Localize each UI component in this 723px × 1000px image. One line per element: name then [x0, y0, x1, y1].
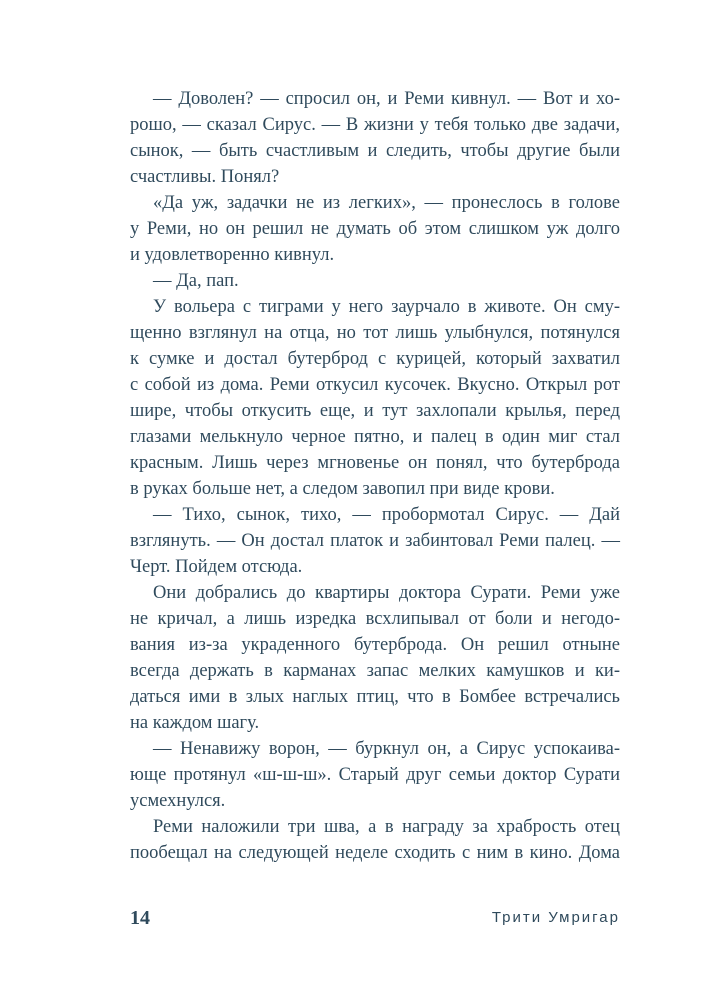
text-line: Реми наложили три шва, а в награду за храбрость отец: [153, 817, 620, 837]
text-line: у Реми, но он решил не думать об этом слишком уж долго: [130, 219, 620, 239]
text-line: даться ими в злых наглых птиц, что в Бомбее встречались: [130, 687, 620, 707]
text-line: взглянуть. — Он достал платок и забинтовал Реми палец. —: [130, 531, 620, 551]
text-line: красным. Лишь через мгновенье он понял, что бутерброда: [130, 453, 620, 473]
text-line: Черт. Пойдем отсюда.: [130, 557, 303, 577]
text-line: щенно взглянул на отца, но тот лишь улыбнулся, потянулся: [130, 323, 620, 343]
text-line: юще протянул «ш-ш-ш». Старый друг семьи доктор Сурати: [130, 765, 620, 785]
text-line: к сумке и достал бутерброд с курицей, который захватил: [130, 349, 620, 369]
text-line: с собой из дома. Реми откусил кусочек. Вкусно. Открыл рот: [130, 375, 620, 395]
text-line: в руках больше нет, а следом завопил при виде крови.: [130, 479, 555, 499]
text-line: — Да, пап.: [153, 271, 239, 291]
text-line: и удовлетворенно кивнул.: [130, 245, 335, 265]
text-line: рошо, — сказал Сирус. — В жизни у тебя только две задачи,: [130, 115, 620, 135]
text-line: на каждом шагу.: [130, 713, 260, 733]
text-line: пообещал на следующей неделе сходить с ним в кино. Дома: [130, 843, 620, 863]
text-line: усмехнулся.: [130, 791, 226, 811]
text-line: сынок, — быть счастливым и следить, чтобы другие были: [130, 141, 620, 161]
page-footer: [130, 905, 620, 931]
text-line: У вольера с тиграми у него заурчало в животе. Он сму-: [153, 297, 620, 317]
text-line: — Ненавижу ворон, — буркнул он, а Сирус успокаива-: [153, 739, 620, 759]
page-body-text: [130, 86, 620, 866]
running-head-author: Трити Умригар: [491, 909, 620, 926]
text-line: — Доволен? — спросил он, и Реми кивнул. — Вот и хо-: [153, 89, 620, 109]
text-line: «Да уж, задачки не из легких», — пронеслось в голове: [153, 193, 620, 213]
text-line: Они добрались до квартиры доктора Сурати. Реми уже: [153, 583, 620, 603]
page-number: 14: [130, 907, 150, 929]
text-line: счастливы. Понял?: [130, 167, 280, 187]
text-line: — Тихо, сынок, тихо, — пробормотал Сирус. — Дай: [153, 505, 620, 525]
text-line: не кричал, а лишь изредка всхлипывал от боли и негодо-: [130, 609, 620, 629]
text-line: вания из-за украденного бутерброда. Он решил отныне: [130, 635, 620, 655]
text-line: глазами мелькнуло черное пятно, и палец в один миг стал: [130, 427, 620, 447]
text-line: шире, чтобы откусить еще, и тут захлопали крылья, перед: [130, 401, 620, 421]
text-line: всегда держать в карманах запас мелких камушков и ки-: [130, 661, 620, 681]
